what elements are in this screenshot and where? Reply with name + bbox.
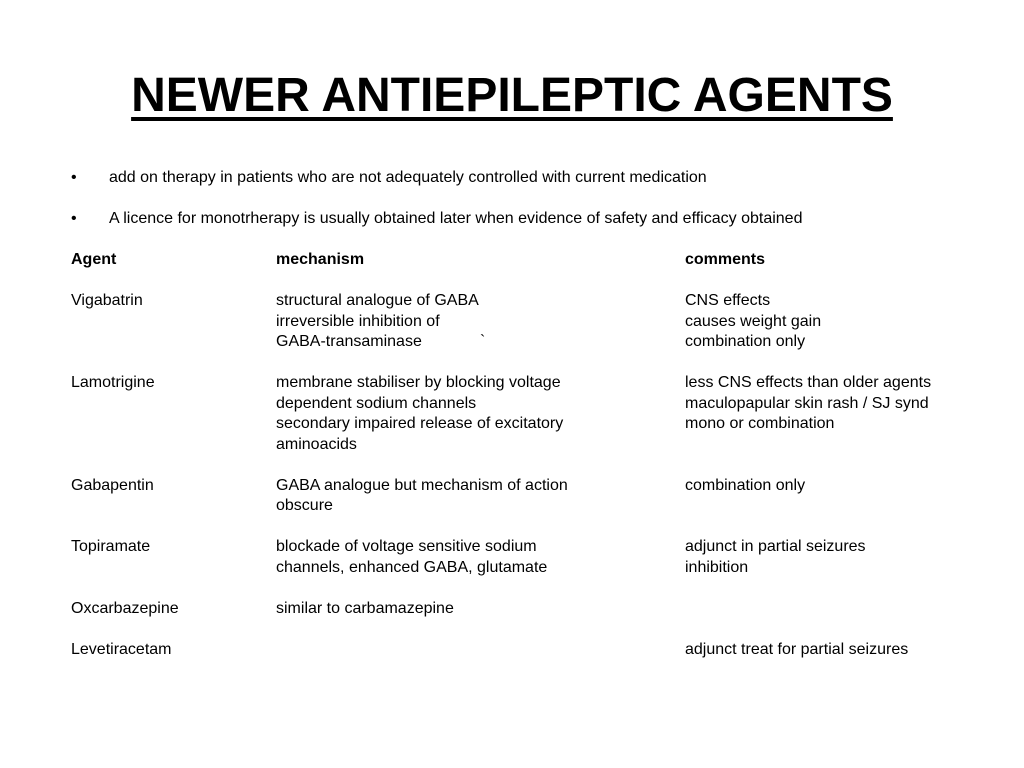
comment-line: adjunct treat for partial seizures (685, 640, 909, 658)
bullet-text: A licence for monotrherapy is usually obtained later when evidence of safety and efficacy obtained (109, 210, 803, 227)
agent-name: Lamotrigine (71, 374, 155, 391)
header-mechanism: mechanism (276, 251, 365, 268)
stray-mark: ` (480, 333, 486, 350)
agents-table (71, 250, 991, 681)
table-header-row (71, 250, 991, 271)
mechanism-line: irreversible inhibition of (276, 312, 440, 330)
agent-name: Topiramate (71, 538, 151, 555)
table-row (71, 291, 991, 353)
comment-line: causes weight gain (685, 312, 822, 330)
comment-line: mono or combination (685, 415, 835, 432)
comment-line: combination only (685, 476, 806, 494)
mechanism-line: membrane stabiliser by blocking voltage (276, 374, 561, 391)
bullet-dot-icon: • (71, 210, 77, 227)
comment-line: combination only (685, 333, 806, 350)
table-row (71, 537, 991, 578)
bullet-list (71, 168, 971, 250)
agent-name: Oxcarbazepine (71, 599, 179, 617)
agent-name: Levetiracetam (71, 640, 172, 658)
mechanism-line: secondary impaired release of excitatory (276, 415, 564, 432)
comment-line: inhibition (685, 558, 749, 576)
mechanism-line: channels, enhanced GABA, glutamate (276, 558, 548, 576)
mechanism-line: structural analogue of GABA (276, 292, 479, 309)
mechanism-line: aminoacids (276, 435, 357, 453)
bullet-dot-icon: • (71, 169, 77, 186)
comment-line: CNS effects (685, 292, 771, 309)
header-comments: comments (685, 251, 766, 268)
agent-name: Vigabatrin (71, 292, 143, 309)
mechanism-line: GABA analogue but mechanism of action (276, 476, 568, 494)
mechanism-line: obscure (276, 497, 333, 514)
table-row (71, 373, 991, 455)
mechanism-line: dependent sodium channels (276, 394, 477, 412)
bullet-item (71, 209, 971, 230)
mechanism-line: GABA-transaminase (276, 333, 422, 350)
bullet-text: add on therapy in patients who are not adequately controlled with current medication (109, 169, 707, 186)
header-agent: Agent (71, 251, 117, 268)
mechanism-line: blockade of voltage sensitive sodium (276, 538, 537, 555)
page-title: NEWER ANTIEPILEPTIC AGENTS (131, 69, 893, 122)
bullet-item (71, 168, 971, 189)
table-row (71, 640, 991, 661)
comment-line: less CNS effects than older agents (685, 374, 932, 391)
comment-line: adjunct in partial seizures (685, 538, 866, 555)
agent-name: Gabapentin (71, 476, 154, 494)
comment-line: maculopapular skin rash / SJ synd (685, 394, 929, 412)
table-row (71, 599, 991, 620)
table-row (71, 476, 991, 517)
mechanism-line: similar to carbamazepine (276, 599, 454, 617)
